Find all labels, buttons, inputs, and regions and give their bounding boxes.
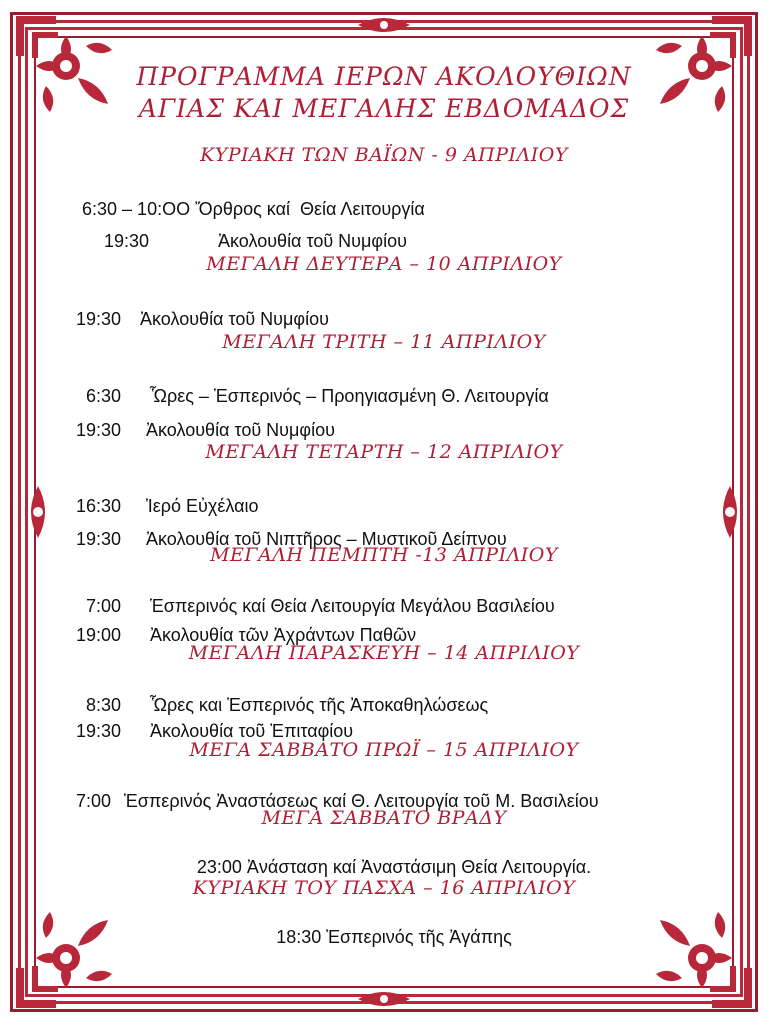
day-heading: ΜΕΓΑ ΣΑΒΒΑΤΟ ΠΡΩΪ – 15 ΑΠΡΙΛΙΟΥ bbox=[189, 739, 579, 761]
service-time: 16:30 bbox=[76, 496, 122, 516]
day-heading: ΚΥΡΙΑΚΗ ΤΩΝ ΒΑΪΩΝ - 9 ΑΠΡΙΛΙΟΥ bbox=[200, 144, 568, 166]
day-heading: ΜΕΓΑΛΗ ΔΕΥΤΕΡΑ – 10 ΑΠΡΙΛΙΟΥ bbox=[206, 253, 562, 275]
day-heading: ΜΕΓΑ ΣΑΒΒΑΤΟ ΒΡΑΔΥ bbox=[261, 807, 507, 829]
day-heading: ΜΕΓΑΛΗ ΤΕΤΑΡΤΗ – 12 ΑΠΡΙΛΙΟΥ bbox=[205, 441, 563, 463]
service-time: 7:00 bbox=[86, 596, 122, 616]
service-time: 18:30 bbox=[276, 927, 322, 947]
service-line bbox=[0, 904, 768, 970]
day-heading: ΚΥΡΙΑΚΗ ΤΟΥ ΠΑΣΧΑ – 16 ΑΠΡΙΛΙΟΥ bbox=[192, 877, 576, 899]
service-text: Ἀκολουθία τοῦ Ἐπιταφίου bbox=[150, 721, 354, 741]
top-ornament-icon bbox=[354, 14, 414, 36]
service-text: Ὄρθρος καί Θεία Λειτουργία bbox=[195, 199, 425, 219]
service-text: Ἀκολουθία τοῦ Νιπτῆρος – Μυστικοῦ Δείπνου bbox=[146, 529, 507, 549]
service-time: 6:30 bbox=[86, 386, 122, 406]
day-heading: ΜΕΓΑΛΗ ΠΕΜΠΤΗ -13 ΑΠΡΙΛΙΟΥ bbox=[210, 544, 558, 566]
service-time: 8:30 bbox=[86, 695, 122, 715]
day-heading: ΜΕΓΑΛΗ ΠΑΡΑΣΚΕΥΗ – 14 ΑΠΡΙΛΙΟΥ bbox=[188, 642, 580, 664]
service-time: 6:30 – 10:ΟΟ bbox=[82, 199, 191, 219]
service-time: 19:30 bbox=[76, 420, 122, 440]
service-time: 19:00 bbox=[76, 625, 122, 645]
service-time: 23:00 bbox=[196, 857, 242, 877]
service-text: Ἱερό Εὐχέλαιο bbox=[146, 496, 259, 516]
service-text: Ὧρες – Ἑσπερινός – Προηγιασμένη Θ. Λειτουργία bbox=[150, 386, 549, 406]
service-time: 19:30 bbox=[76, 721, 122, 741]
service-text: Ἀνάσταση καί Ἀναστάσιμη Θεία Λειτουργία. bbox=[246, 857, 592, 877]
service-text: Ἑσπερινός Ἀναστάσεως καί Θ. Λειτουργία τοῦ Μ. Βασιλείου bbox=[124, 791, 599, 811]
bottom-ornament-icon bbox=[354, 988, 414, 1010]
side-ornament-icon bbox=[712, 482, 748, 542]
service-text: Ἀκολουθία τοῦ Νυμφίου bbox=[140, 309, 329, 329]
service-time: 19:30 bbox=[104, 231, 150, 251]
service-text: Ἀκολουθία τοῦ Νυμφίου bbox=[146, 420, 335, 440]
page-title-line-2: ΑΓΙΑΣ ΚΑΙ ΜΕΓΑΛΗΣ ΕΒΔΟΜΑΔΟΣ bbox=[138, 94, 630, 123]
service-text: Ἑσπερινός τῆς Ἀγάπης bbox=[326, 927, 512, 947]
service-time: 19:30 bbox=[76, 529, 122, 549]
day-heading: ΜΕΓΑΛΗ ΤΡΙΤΗ – 11 ΑΠΡΙΛΙΟΥ bbox=[222, 331, 546, 353]
service-text: Ὧρες και Ἑσπερινός τῆς Ἀποκαθηλώσεως bbox=[150, 695, 489, 715]
service-time: 19:30 bbox=[76, 309, 122, 329]
page-title-line-1: ΠΡΟΓΡΑΜΜΑ ΙΕΡΩΝ ΑΚΟΛΟΥΘΙΩΝ bbox=[136, 62, 632, 91]
service-text: Ἀκολουθία τοῦ Νυμφίου bbox=[218, 231, 407, 251]
service-time: 7:00 bbox=[76, 791, 112, 811]
side-ornament-icon bbox=[20, 482, 56, 542]
service-text: Ἀκολουθία τῶν Ἀχράντων Παθῶν bbox=[150, 625, 417, 645]
service-text: Ἑσπερινός καί Θεία Λειτουργία Μεγάλου Βασιλείου bbox=[150, 596, 555, 616]
